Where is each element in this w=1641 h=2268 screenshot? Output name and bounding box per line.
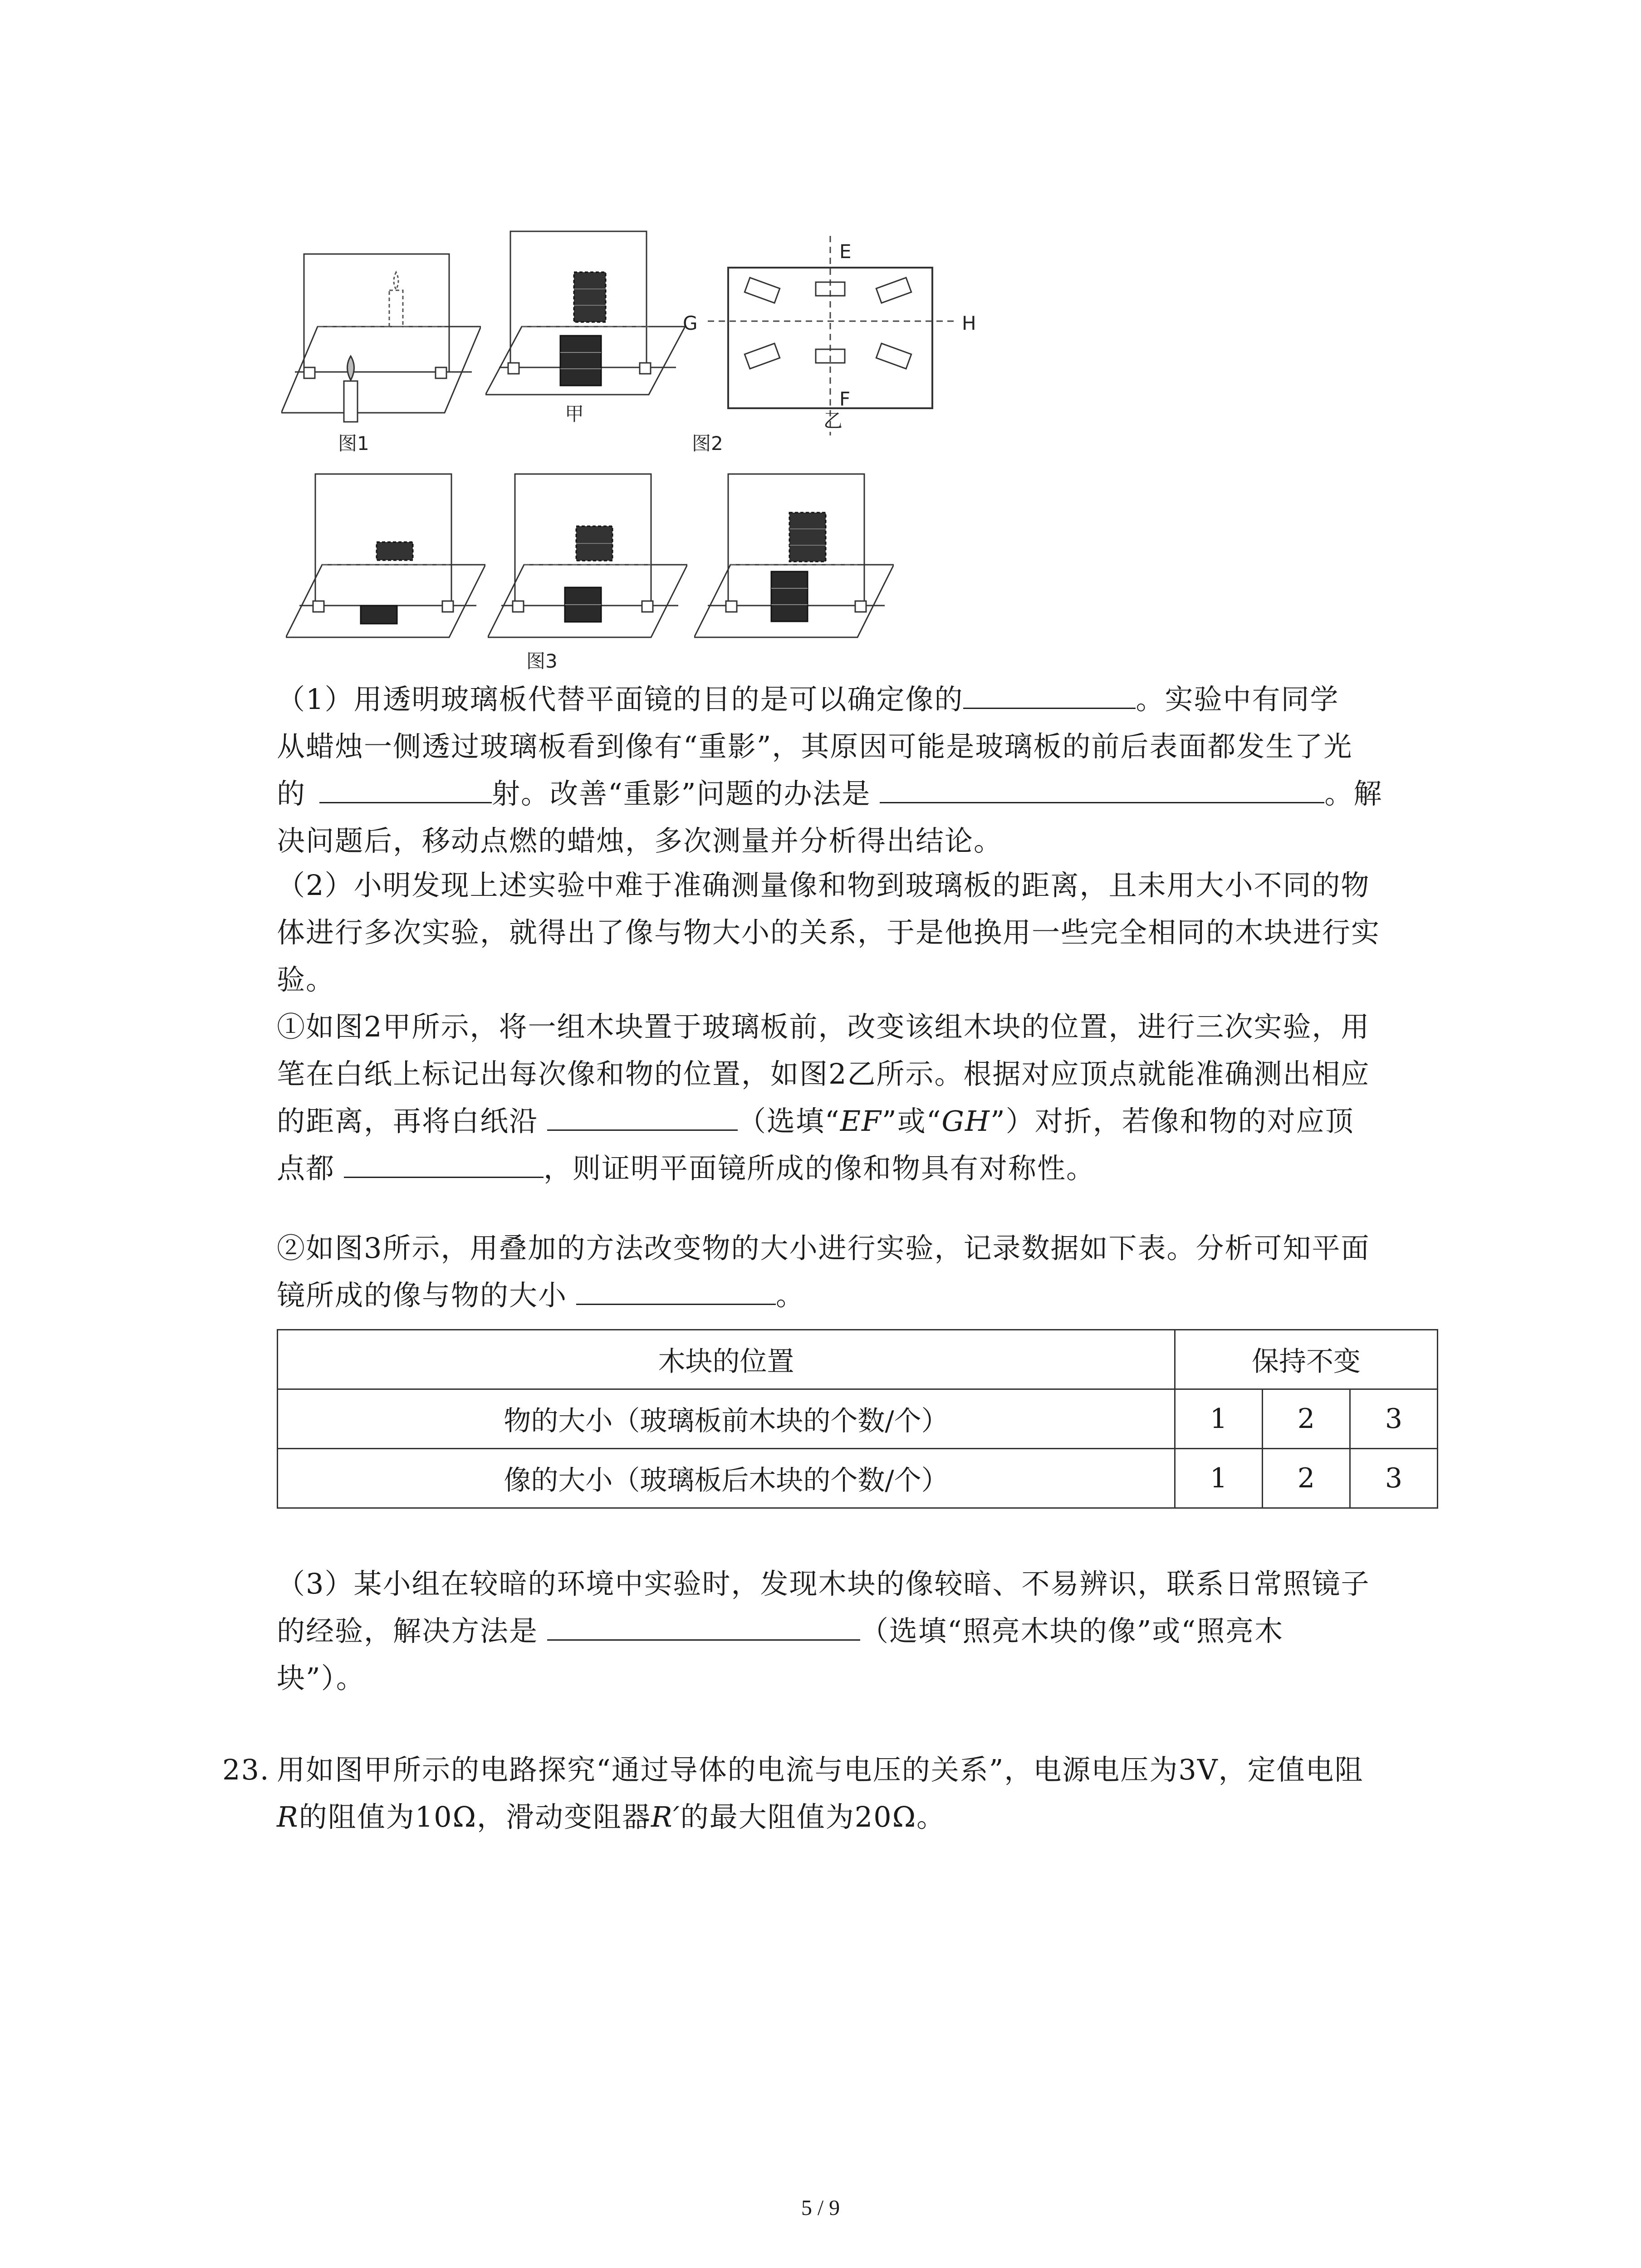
figure-2-jia-blocks: [485, 227, 685, 408]
page-number: 5 / 9: [801, 2196, 840, 2220]
answer-blank-q1-a[interactable]: [963, 676, 1136, 709]
answer-blank-q2-vertex[interactable]: [344, 1145, 544, 1178]
table-cell: 1: [1175, 1449, 1263, 1508]
table-cell: 物的大小（玻璃板前木块的个数/个）: [278, 1389, 1175, 1449]
table-cell: 3: [1350, 1449, 1438, 1508]
answer-blank-q2-size[interactable]: [576, 1272, 776, 1305]
question-number: 23.: [222, 1753, 270, 1786]
table-cell: 保持不变: [1175, 1330, 1438, 1389]
question-2-part-2: ②如图3所示，用叠加的方法改变物的大小进行实验，记录数据如下表。分析可知平面 镜所成的像与物的大小 。: [277, 1232, 1370, 1312]
question-23: 23. 用如图甲所示的电路探究“通过导体的电流与电压的关系”，电源电压为3V，定值电阻 R的阻值为10Ω，滑动变阻器R′的最大阻值为20Ω。: [222, 1746, 1447, 1841]
table-row: [278, 1449, 1438, 1508]
axis-label-g: G: [683, 312, 698, 334]
data-table: [277, 1329, 1438, 1509]
answer-blank-q2-fold[interactable]: [547, 1098, 738, 1131]
figure-3-setup-1: [286, 469, 485, 651]
axis-label-e: E: [839, 240, 852, 263]
figure-3-setup-3: [694, 469, 894, 651]
question-3: （3）某小组在较暗的环境中实验时，发现木块的像较暗、不易辨识，联系日常照镜子 的经验，解决方法是 （选填“照亮木块的像”或“照亮木 块”）。: [277, 1567, 1370, 1695]
answer-blank-q3[interactable]: [547, 1608, 860, 1641]
figure-1-label: 图1: [338, 432, 369, 455]
table-row: [278, 1330, 1438, 1389]
figure-1-candle: [281, 245, 481, 426]
table-cell: 1: [1175, 1389, 1263, 1449]
table-cell: 木块的位置: [278, 1330, 1175, 1389]
question-2: （2）小明发现上述实验中难于准确测量像和物到玻璃板的距离，且未用大小不同的物 体进行多次实验，就得出了像与物大小的关系，于是他换用一些完全相同的木块进行实 验。 ①如图2甲所示，将一组木块置于玻璃板前，改变该组木块的位置，进行三次实验，用 笔在白纸上标记出每次像和物的位置，如图2乙所示。根据对应顶点就能准确测出相应 的距离，再将白纸沿 （选填“EF”或“GH”）对折，若像和物的对应顶 点都 ，则证明平面镜所成的像和物具有对称性。: [277, 869, 1381, 1185]
axis-label-h: H: [962, 312, 976, 334]
table-cell: 2: [1263, 1449, 1350, 1508]
figure-3-label: 图3: [526, 650, 558, 672]
table-cell: 2: [1263, 1389, 1350, 1449]
figure-2-jia-label: 甲: [565, 403, 584, 425]
axis-label-f: F: [839, 388, 851, 410]
figure-3-setup-2: [488, 469, 687, 651]
table-row: [278, 1389, 1438, 1449]
table-cell: 像的大小（玻璃板后木块的个数/个）: [278, 1449, 1175, 1508]
question-1: （1）用透明玻璃板代替平面镜的目的是可以确定像的 。实验中有同学 从蜡烛一侧透过玻璃板看到像有“重影”，其原因可能是玻璃板的前后表面都发生了光 的 射。改善“重影”问题的办法是 。解 决问题后，移动点燃的蜡烛，多次测量并分析得出结论。: [277, 676, 1438, 865]
table-cell: 3: [1350, 1389, 1438, 1449]
answer-blank-q1-c[interactable]: [880, 770, 1324, 803]
answer-blank-q1-b[interactable]: [319, 770, 492, 803]
figure-2-label: 图2: [692, 432, 723, 455]
figure-2-yi-label: 乙: [823, 410, 843, 432]
